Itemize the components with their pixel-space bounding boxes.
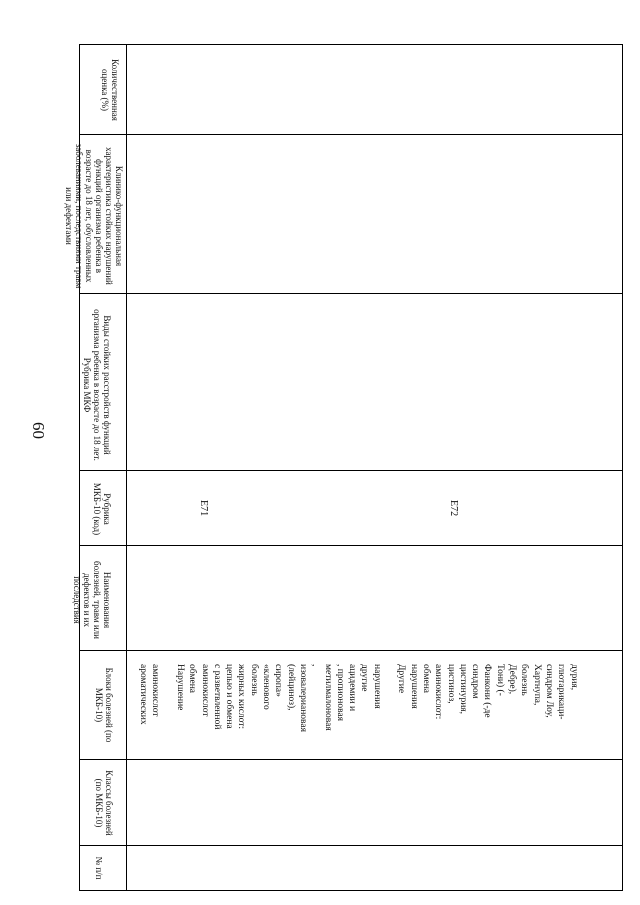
block-line: обмена (420, 664, 431, 694)
code-e71: E71 (198, 500, 209, 517)
block-line: изовалериановая (297, 664, 308, 732)
block-line: Дебре), (507, 664, 517, 695)
header-rubric: Рубрика МКБ-10 (код) (92, 482, 112, 536)
block-line: , пропионовая (334, 664, 345, 722)
code-e72: E72 (448, 500, 459, 517)
header-classes: Классы болезней (по МКБ-10) (94, 770, 114, 836)
block-line: аминокислот (199, 664, 210, 717)
table-border-bottom (79, 890, 623, 891)
block-line: с разветвленной (211, 664, 222, 730)
block-line: болезнь (248, 664, 259, 696)
col-sep-7 (79, 845, 623, 846)
block-line: нарушения (408, 664, 419, 709)
block-line: другие (359, 664, 370, 692)
col-sep-1 (79, 134, 623, 135)
block-line: болезнь (519, 664, 530, 696)
header-blocks: Блоки болезней (по МКБ-10) (94, 667, 114, 743)
col-sep-4 (79, 545, 623, 546)
block-line: (лейциноз), (285, 664, 296, 711)
block-line: глютарикаци- (556, 664, 567, 720)
block-line: Нарушение (174, 664, 185, 711)
block-line: нарушения (371, 664, 382, 709)
header-characteristics: Клинико-функциональная характеристика стойких нарушений функций организма ребенка в возрасте до 18 лет, обусловленных заболеваниями, последствиями травм или дефектами (64, 143, 124, 289)
col-sep-5 (79, 650, 623, 651)
block-line: обмена (187, 664, 198, 694)
block-line: , (310, 664, 321, 667)
block-line: Тони) (- (494, 664, 505, 696)
col-sep-2 (79, 293, 623, 294)
block-line: цепью и обмена (224, 664, 235, 729)
block-line: ацидемии и (347, 664, 358, 712)
block-line: ароматических (138, 664, 148, 725)
header-no: № п/п (94, 856, 104, 880)
block-line: «кленового (261, 664, 271, 710)
header-separator (126, 44, 127, 891)
block-line: Фанкони (-де (482, 664, 493, 718)
block-line: Другие (396, 664, 407, 694)
block-line: цистинурия, (457, 664, 468, 715)
block-line: цистиноз, (445, 664, 456, 704)
page-number: 60 (29, 422, 48, 439)
block-line: сиропа» (273, 664, 284, 697)
table-border-top (79, 44, 623, 45)
header-types: Виды стойких расстройств функций организма ребенка в возрасте до 18 лет. Рубрика МКФ (82, 309, 112, 461)
header-quantitative: Количественная оценка (%) (100, 59, 120, 121)
header-names: Наименования болезней, травм или дефектов и их последствия (72, 561, 112, 639)
block-line: Хартнупа, (531, 664, 542, 706)
block-line: аминокислот: (433, 664, 444, 720)
col-sep-6 (79, 759, 623, 760)
block-line: синдром Лоу, (543, 664, 554, 718)
block-line: метилмалоновая (322, 664, 333, 731)
block-line: жирных кислот: (236, 664, 247, 730)
table-border-right (622, 44, 623, 891)
block-line: синдром (470, 664, 481, 699)
col-sep-3 (79, 470, 623, 471)
block-line: дурия, (568, 664, 579, 691)
block-line: аминокислот (150, 664, 161, 717)
